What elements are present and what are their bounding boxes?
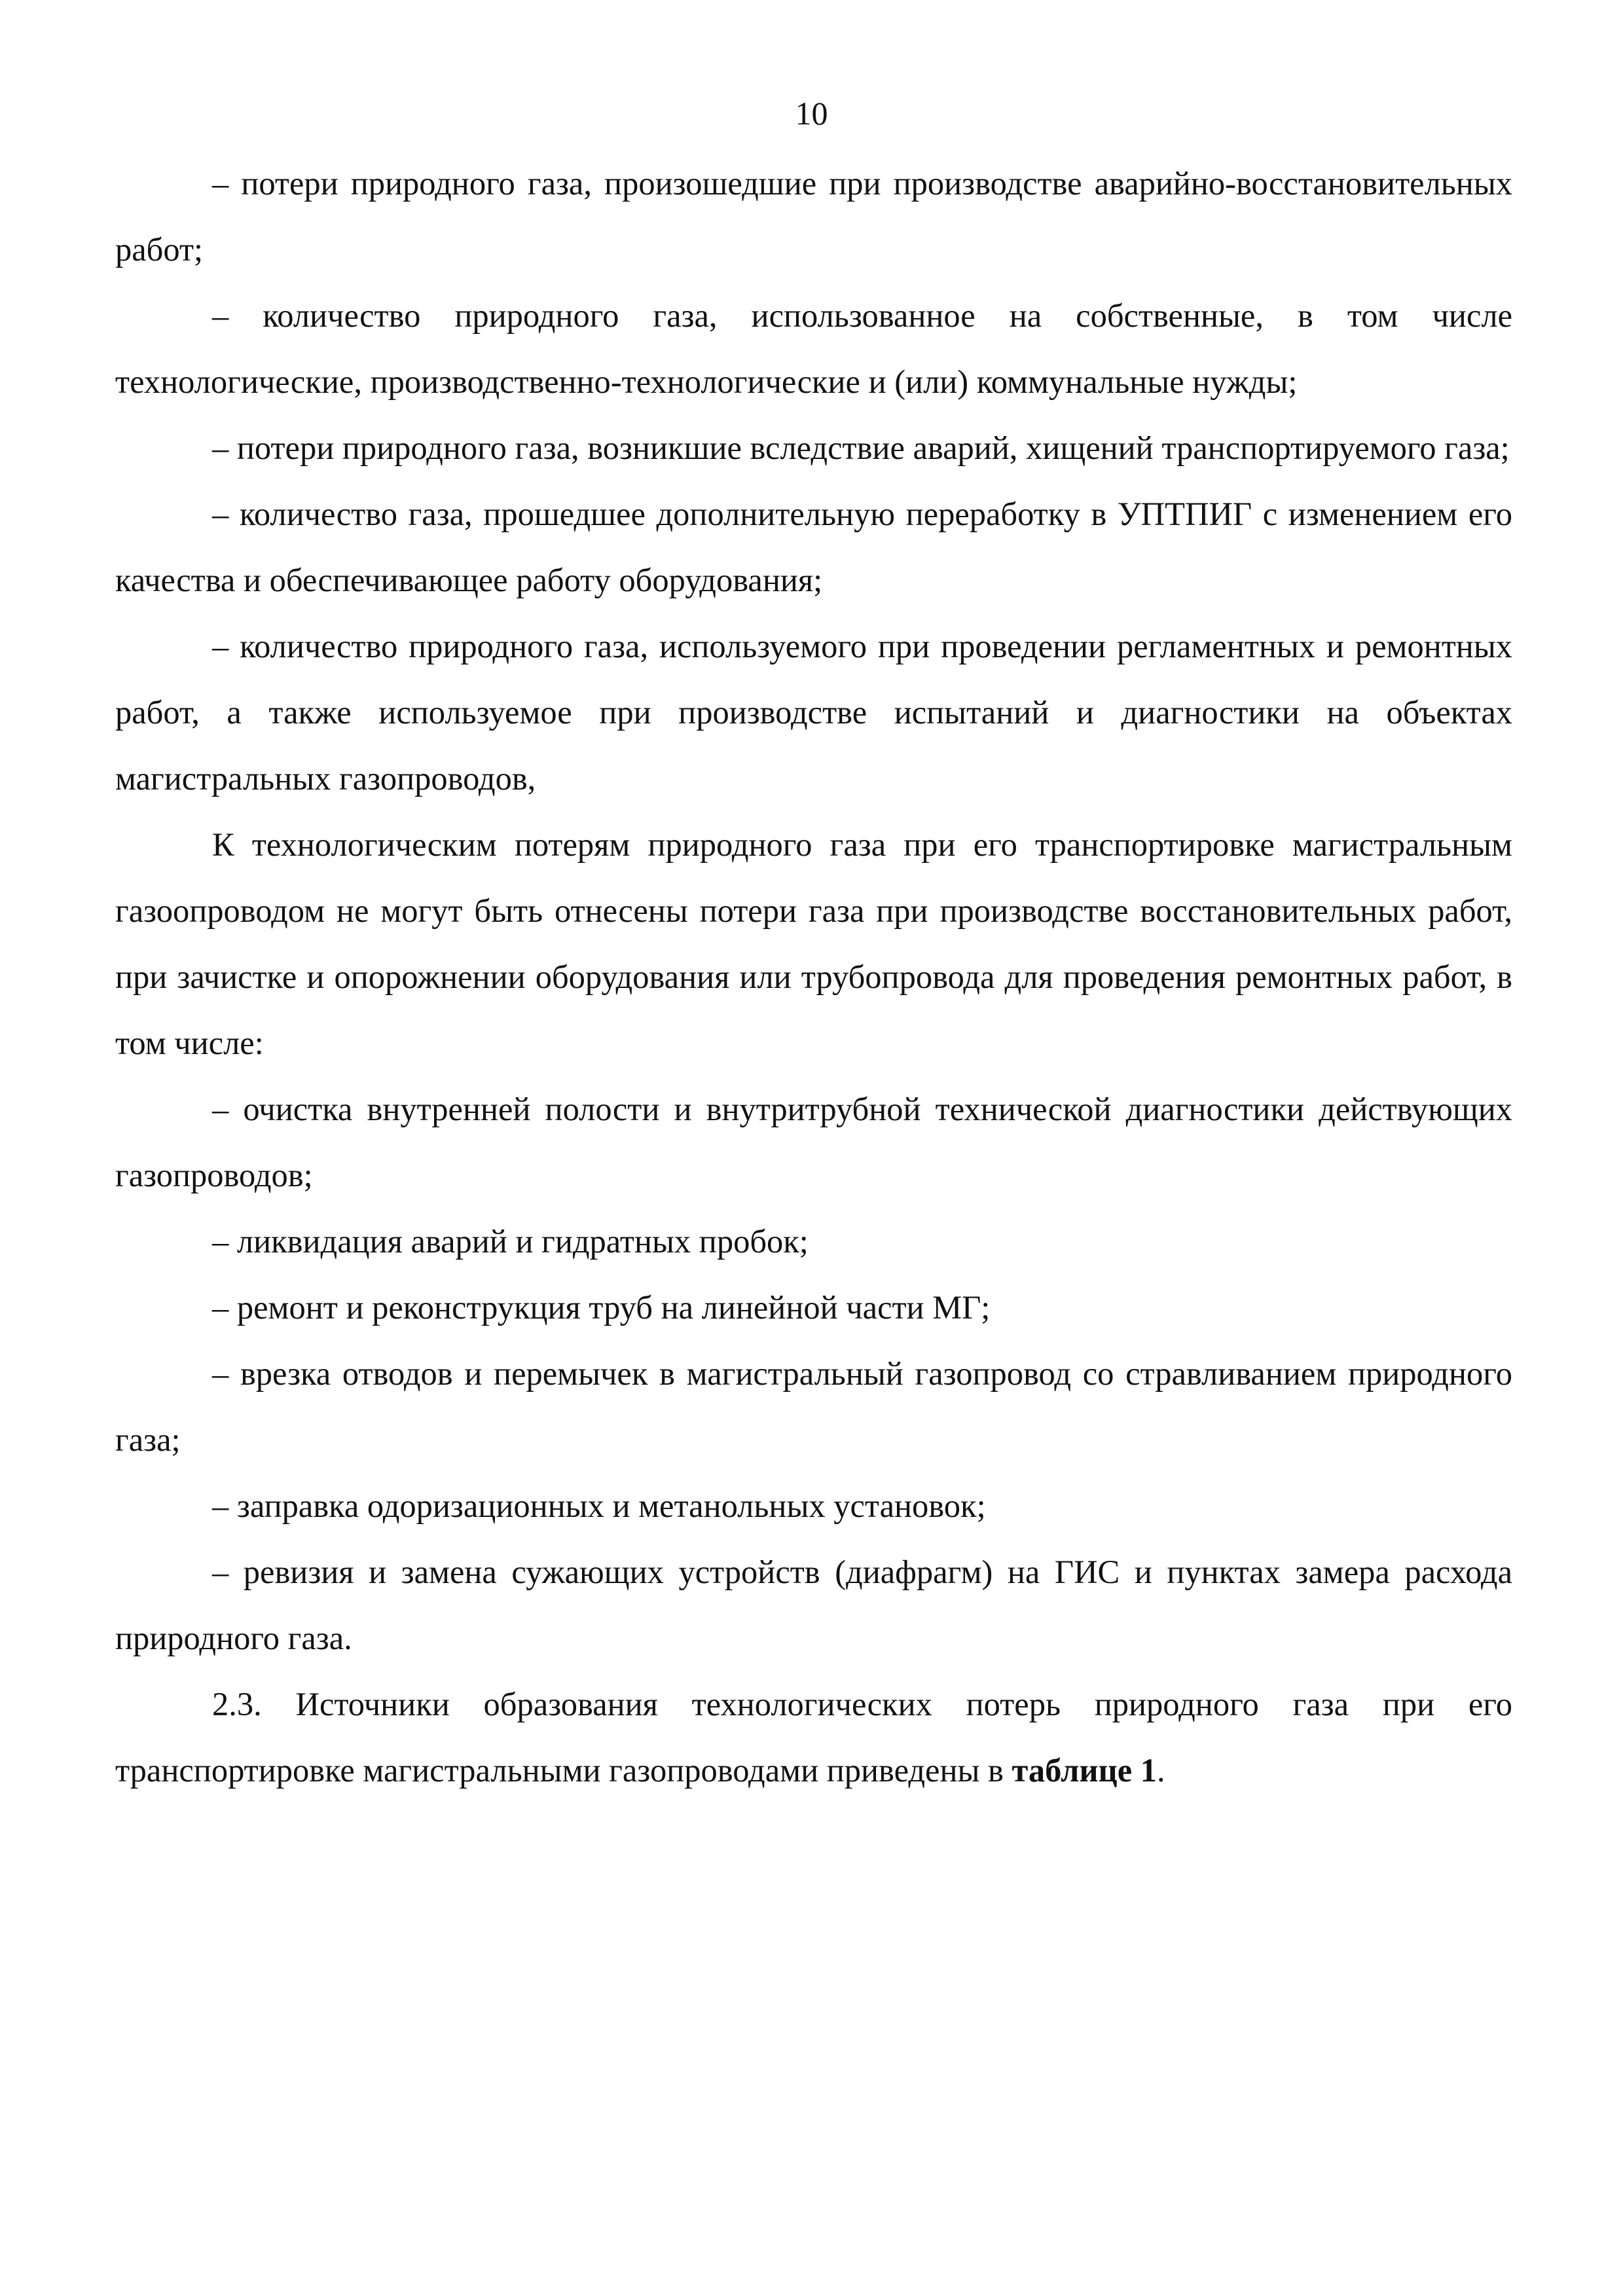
table-reference: таблице 1 [1012,1752,1157,1789]
paragraph-excluded-losses: К технологическим потерям природного газа при его транспортировке магистральным газоопроводом не могут быть отнесены потери газа при производстве восстановительных работ, при зачистке и опорожнении оборудования или трубопровода для проведения ремонтных работ, в том числе: [115,826,1512,1061]
section-2-3-end: . [1156,1752,1165,1789]
bullet-paragraph-cleaning-diagnostics: – очистка внутренней полости и внутритрубной технической диагностики действующих газопроводов; [115,1091,1512,1194]
section-2-3-text: 2.3. Источники образования технологических потерь природного газа при его транспортировке магистральными газопроводами приведены в [115,1686,1512,1789]
bullet-paragraph-tie-ins: – врезка отводов и перемычек в магистральный газопровод со стравливанием природного газа; [115,1355,1512,1458]
bullet-paragraph-accident-liquidation: – ликвидация аварий и гидратных пробок; [212,1223,809,1260]
bullet-paragraph-emergency-losses: – потери природного газа, произошедшие при производстве аварийно-восстановительных работ; [115,165,1512,268]
bullet-paragraph-additional-processing: – количество газа, прошедшее дополнительную переработку в УПТПИГ с изменением его качества и обеспечивающее работу оборудования; [115,496,1512,598]
page-number: 10 [795,95,828,132]
bullet-paragraph-accident-theft-losses: – потери природного газа, возникшие вследствие аварий, хищений транспортируемого газа; [212,429,1510,466]
bullet-paragraph-orifice-inspection: – ревизия и замена сужающих устройств (диафрагм) на ГИС и пунктах замера расхода природного газа. [115,1554,1512,1656]
bullet-paragraph-maintenance-testing: – количество природного газа, используемого при проведении регламентных и ремонтных работ, а также используемое при производстве испытаний и диагностики на объектах магистральных газопроводов, [115,628,1512,797]
document-body [115,151,1512,1804]
paragraph-section-2-3 [115,1671,1512,1804]
bullet-paragraph-odorization-refill: – заправка одоризационных и метанольных установок; [212,1487,986,1524]
bullet-paragraph-pipe-repair: – ремонт и реконструкция труб на линейной части МГ; [212,1289,991,1326]
bullet-paragraph-own-needs: – количество природного газа, использованное на собственные, в том числе технологические, производственно-технологические и (или) коммунальные нужды; [115,297,1512,400]
